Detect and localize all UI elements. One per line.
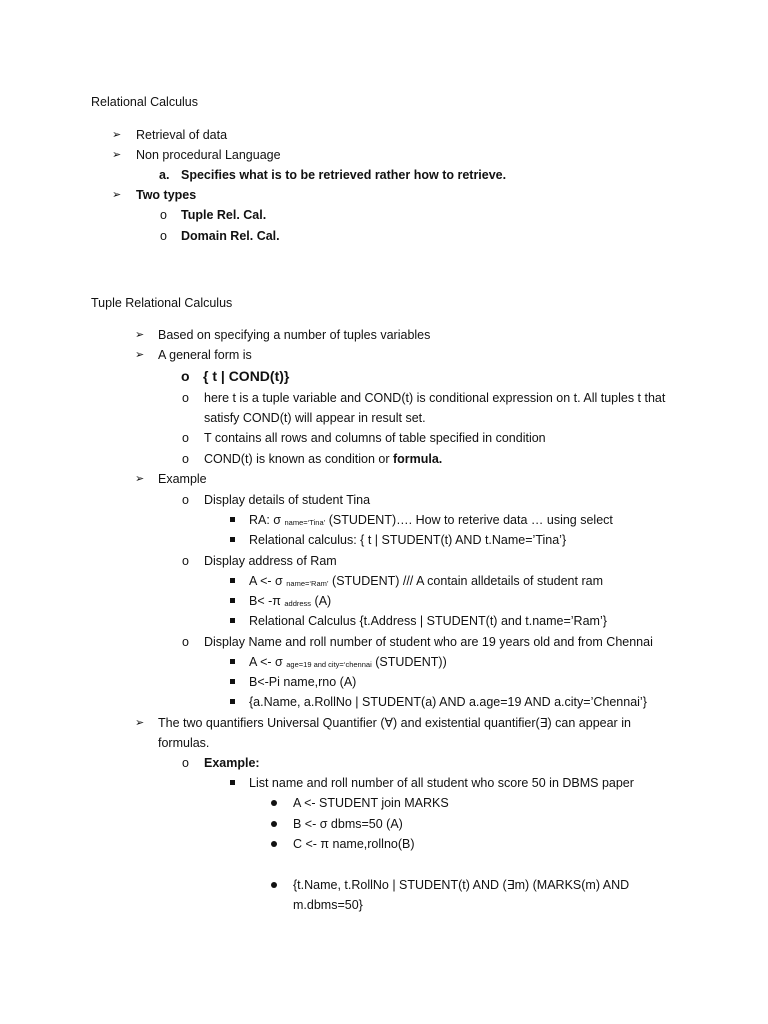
list-item-text: (A) [311,594,332,608]
list-item-continuation: satisfy COND(t) will appear in result set. [204,411,426,425]
arrow-bullet-icon: ➢ [112,189,122,201]
list-item: Two types [136,188,197,202]
list-item-text: (STUDENT)) [371,655,447,669]
list-item: Example [158,472,207,486]
square-bullet-icon [230,699,235,704]
list-item: A <- STUDENT join MARKS [293,796,449,810]
section-title-relational-calculus: Relational Calculus [91,95,199,109]
square-bullet-icon [230,780,235,785]
list-item: Domain Rel. Cal. [181,229,280,243]
list-item: List name and roll number of all student who score 50 in DBMS paper [249,776,634,790]
list-item: Specifies what is to be retrieved rather how to retrieve. [181,168,507,182]
list-item-text: A <- σ [249,574,287,588]
list-item-text: COND(t) is known as condition or [204,452,393,466]
list-item: Relational calculus: { t | STUDENT(t) AND t.Name=’Tina’} [249,533,567,547]
circle-bullet-icon: o [182,391,189,405]
list-item [204,449,442,469]
square-bullet-icon [230,679,235,684]
list-item-continuation: formulas. [158,736,210,750]
list-item: T contains all rows and columns of table specified in condition [204,431,546,445]
list-item: Retrieval of data [136,128,228,142]
circle-bullet-icon: o [181,368,190,384]
circle-bullet-icon: o [182,635,189,649]
list-item: here t is a tuple variable and COND(t) is conditional expression on t. All tuples t that [204,391,666,405]
circle-bullet-icon: o [160,229,167,243]
square-bullet-icon [230,659,235,664]
subscript-text: name=‘Tina’ [284,518,326,527]
list-item: Based on specifying a number of tuples variables [158,328,431,342]
arrow-bullet-icon: ➢ [112,129,122,141]
circle-bullet-icon: o [182,554,189,568]
square-bullet-icon [230,618,235,623]
square-bullet-icon [230,578,235,583]
arrow-bullet-icon: ➢ [135,329,145,341]
dot-bullet-icon [271,841,277,847]
square-bullet-icon [230,537,235,542]
list-item: {t.Name, t.RollNo | STUDENT(t) AND (∃m) (MARKS(m) AND [293,878,630,892]
list-item-text: B< -π [249,594,285,608]
subscript-text: age=19 and city=‘chennai [286,660,372,669]
list-item-text: A <- σ [249,655,287,669]
arrow-bullet-icon: ➢ [112,149,122,161]
list-item: Tuple Rel. Cal. [181,208,267,222]
list-item: The two quantifiers Universal Quantifier (∀) and existential quantifier(∃) can appear in [158,716,631,730]
list-item: Non procedural Language [136,148,281,162]
dot-bullet-icon [271,800,277,806]
list-item: B <- σ dbms=50 (A) [293,817,403,831]
list-item: Display address of Ram [204,554,337,568]
list-item: {a.Name, a.RollNo | STUDENT(a) AND a.age=19 AND a.city=’Chennai’} [249,695,647,709]
circle-bullet-icon: o [182,756,189,770]
dot-bullet-icon [271,821,277,827]
list-item-text: (STUDENT) /// A contain alldetails of student ram [328,574,603,588]
arrow-bullet-icon: ➢ [135,717,145,729]
section-title-tuple-relational-calculus: Tuple Relational Calculus [91,296,233,310]
list-item: Display Name and roll number of student who are 19 years old and from Chennai [204,635,653,649]
list-item: B<-Pi name,rno (A) [249,675,357,689]
list-item-bold-text: formula. [392,452,443,466]
list-item: A general form is [158,348,252,362]
list-item: Display details of student Tina [204,493,371,507]
list-item-text: (STUDENT)…. How to reterive data … using select [325,513,613,527]
circle-bullet-icon: o [160,208,167,222]
square-bullet-icon [230,598,235,603]
list-item: C <- π name,rollno(B) [293,837,415,851]
list-item: Example: [204,756,260,770]
arrow-bullet-icon: ➢ [135,473,145,485]
square-bullet-icon [230,517,235,522]
list-item-text: RA: σ [249,513,285,527]
subscript-text: address [284,599,312,608]
enum-marker: a. [159,168,170,182]
general-form: { t | COND(t)} [203,368,290,384]
circle-bullet-icon: o [182,452,189,466]
list-item-continuation: m.dbms=50} [293,898,363,912]
list-item: Relational Calculus {t.Address | STUDENT(t) and t.name=’Ram’} [249,614,607,628]
dot-bullet-icon [271,882,277,888]
subscript-text: name=‘Ram’ [286,579,329,588]
circle-bullet-icon: o [182,493,189,507]
arrow-bullet-icon: ➢ [135,349,145,361]
circle-bullet-icon: o [182,431,189,445]
